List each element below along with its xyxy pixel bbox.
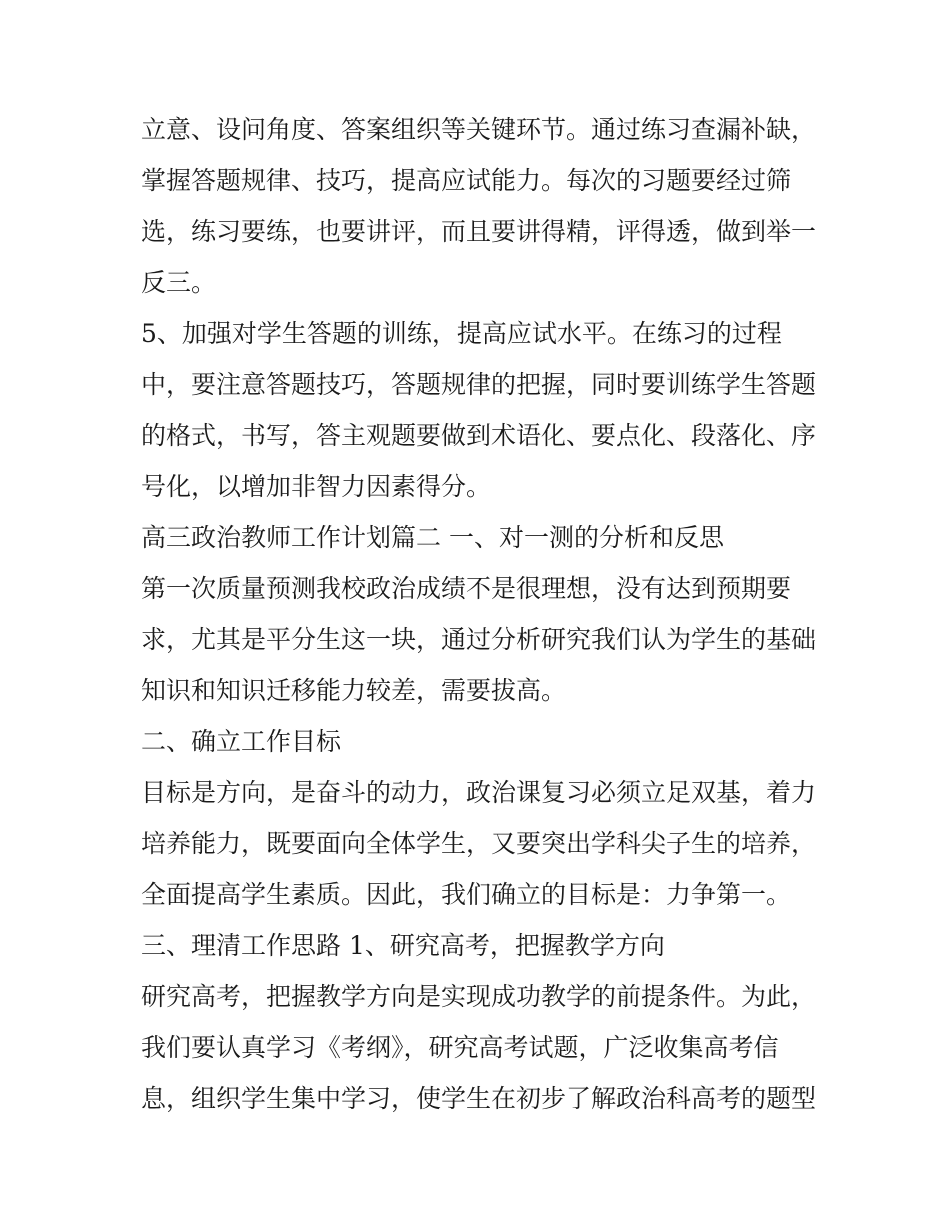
text-line: 的格式，书写，答主观题要做到术语化、要点化、段落化、序 bbox=[141, 421, 817, 450]
text-line: 息，组织学生集中学习，使学生在初步了解政治科高考的题型 bbox=[141, 1084, 817, 1113]
section-heading: 二、确立工作目标 bbox=[141, 727, 342, 756]
text-line: 5、加强对学生答题的训练，提高应试水平。在练习的过程 bbox=[141, 319, 782, 348]
text-line: 选，练习要练，也要讲评，而且要讲得精，评得透，做到举一 bbox=[141, 217, 817, 246]
text-line: 研究高考，把握教学方向是实现成功教学的前提条件。为此， bbox=[141, 982, 817, 1011]
text-line: 立意、设问角度、答案组织等关键环节。通过练习查漏补缺， bbox=[141, 115, 817, 144]
text-line: 培养能力，既要面向全体学生，又要突出学科尖子生的培养， bbox=[141, 829, 817, 858]
section-heading: 三、理清工作思路 1、研究高考，把握教学方向 bbox=[141, 931, 665, 960]
text-line: 中，要注意答题技巧，答题规律的把握，同时要训练学生答题 bbox=[141, 370, 817, 399]
body-text bbox=[141, 104, 821, 1124]
text-line: 第一次质量预测我校政治成绩不是很理想，没有达到预期要 bbox=[141, 574, 792, 603]
text-line: 号化，以增加非智力因素得分。 bbox=[141, 472, 492, 501]
text-line: 反三。 bbox=[141, 268, 217, 297]
text-line: 我们要认真学习《考纲》，研究高考试题，广泛收集高考信 bbox=[141, 1033, 779, 1062]
text-line: 全面提高学生素质。因此，我们确立的目标是：力争第一。 bbox=[141, 880, 792, 909]
section-heading: 高三政治教师工作计划篇二 一、对一测的分析和反思 bbox=[141, 523, 724, 552]
text-line: 掌握答题规律、技巧，提高应试能力。每次的习题要经过筛 bbox=[141, 166, 792, 195]
text-line: 求，尤其是平分生这一块，通过分析研究我们认为学生的基础 bbox=[141, 625, 817, 654]
text-line: 目标是方向，是奋斗的动力，政治课复习必须立足双基，着力 bbox=[141, 778, 817, 807]
text-line: 知识和知识迁移能力较差，需要拔高。 bbox=[141, 676, 567, 705]
